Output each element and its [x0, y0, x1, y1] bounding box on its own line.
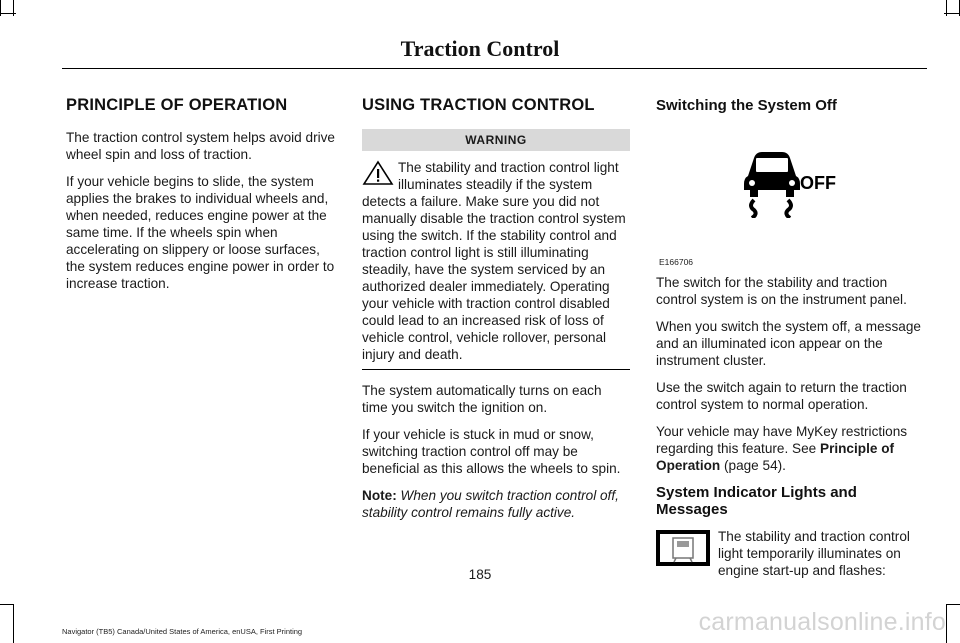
cross-reference-link[interactable]: Principle of Operation: [656, 441, 895, 473]
warning-triangle-icon: [362, 160, 394, 186]
paragraph: If your vehicle is stuck in mud or snow, switching traction control off may be beneficial as this allows the wheels to spin.: [362, 427, 621, 476]
section-heading: USING TRACTION CONTROL: [362, 96, 595, 114]
crop-mark: [944, 13, 960, 14]
crop-mark: [0, 604, 13, 605]
off-label: OFF: [800, 173, 836, 193]
page-reference: (page 54).: [720, 458, 786, 473]
section-heading: PRINCIPLE OF OPERATION: [66, 96, 288, 114]
note: [362, 487, 630, 521]
paragraph: [656, 423, 928, 474]
note-text: When you switch traction control off, stability control remains fully active.: [362, 488, 619, 520]
indicator-text: The stability and traction control light temporarily illuminates on engine start-up and flashes:: [718, 529, 910, 578]
warning-box: [362, 159, 630, 363]
traction-control-off-icon: [740, 146, 836, 218]
right-column: [656, 97, 928, 579]
mykey-text: Your vehicle may have MyKey restrictions regarding this feature. See: [656, 424, 908, 456]
paragraph: When you switch the system off, a message and an illuminated icon appear on the instrument cluster.: [656, 319, 921, 368]
crop-mark: [947, 604, 960, 605]
header-rule: [62, 68, 927, 69]
left-column: [66, 97, 338, 302]
crop-mark: [0, 13, 16, 14]
warning-text: The stability and traction control light illuminates steadily if the system detects a failure. Make sure you did not manually disable the traction control system using the switch. If the stability control and traction control light is still illuminating steadily, have the system serviced by an authorized dealer immediately. Operating your vehicle with traction control disabled could lead to an increased risk of loss of vehicle control, vehicle rollover, personal injury and death.: [362, 160, 626, 362]
watermark: carmanualsonline.info: [698, 608, 946, 636]
page-title: Traction Control: [400, 36, 560, 61]
figure: [656, 114, 928, 267]
stability-control-light-icon: [656, 530, 710, 566]
paragraph: If your vehicle begins to slide, the system applies the brakes to individual wheels and, when needed, reduces engine power at the same time. If the wheels spin when accelerating on slippery or loose surfaces, the system reduces engine power in order to increase traction.: [66, 174, 335, 291]
crop-mark: [946, 604, 947, 643]
subsection-heading: System Indicator Lights and Messages: [656, 484, 857, 518]
paragraph: Use the switch again to return the traction control system to normal operation.: [656, 380, 907, 412]
paragraph: The switch for the stability and traction control system is on the instrument panel.: [656, 275, 907, 307]
paragraph: The system automatically turns on each time you switch the ignition on.: [362, 383, 602, 415]
page-number: 185: [468, 567, 492, 582]
footer-text: Navigator (TB5) Canada/United States of America, enUSA, First Printing: [62, 627, 303, 636]
paragraph: The traction control system helps avoid drive wheel spin and loss of traction.: [66, 130, 335, 162]
section-heading: Switching the System Off: [656, 97, 837, 114]
note-label: Note:: [362, 488, 397, 503]
warning-label: WARNING: [362, 129, 630, 151]
middle-column: [362, 97, 630, 531]
figure-id: E166706: [659, 257, 694, 267]
warning-rule: [362, 369, 630, 370]
crop-mark: [13, 604, 14, 643]
